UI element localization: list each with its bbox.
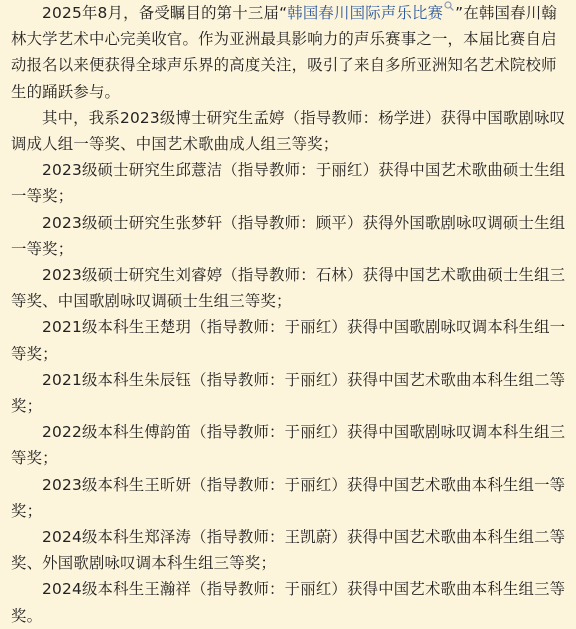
award-paragraph: 2024级本科生王瀚祥（指导教师：于丽红）获得中国艺术歌曲本科生组三等奖。 — [11, 580, 566, 625]
intro-text-after: 在韩国春川翰林大学艺术中心完美收官。作为亚洲最具影响力的声乐赛事之一，本届比赛自启动报名以来便获得全球声乐界的高度关注，吸引了来自多所亚洲知名艺术院校师生的踊跃参与。 — [11, 4, 557, 101]
search-icon[interactable] — [444, 1, 454, 11]
quote-close: ” — [455, 4, 464, 22]
award-paragraph: 2023级硕士研究生张梦轩（指导教师：顾平）获得外国歌剧咏叹调硕士生组一等奖； — [11, 213, 566, 258]
award-paragraph: 其中，我系2023级博士研究生孟婷（指导教师：杨学进）获得中国歌剧咏叹调成人组一等奖、中国艺术歌曲成人组三等奖； — [11, 108, 566, 154]
competition-link[interactable]: 韩国春川国际声乐比赛 — [287, 4, 444, 22]
award-paragraph: 2023级硕士研究生邱薏洁（指导教师：于丽红）获得中国艺术歌曲硕士生组一等奖； — [11, 161, 566, 206]
award-paragraph: 2023级本科生王昕妍（指导教师：于丽红）获得中国艺术歌曲本科生组一等奖； — [11, 475, 566, 520]
award-paragraph: 2021级本科生王楚玥（指导教师：于丽红）获得中国歌剧咏叹调本科生组一等奖； — [11, 318, 566, 363]
award-paragraph: 2022级本科生傅韵笛（指导教师：于丽红）获得中国歌剧咏叹调本科生组三等奖； — [11, 423, 566, 468]
award-paragraph: 2023级硕士研究生刘睿婷（指导教师：石林）获得中国艺术歌曲硕士生组三等奖、中国歌剧咏叹调硕士生组三等奖； — [11, 266, 566, 311]
award-paragraph: 2021级本科生朱辰钰（指导教师：于丽红）获得中国艺术歌曲本科生组二等奖； — [11, 370, 566, 416]
intro-paragraph — [11, 0, 570, 105]
award-paragraph: 2024级本科生郑泽涛（指导教师：王凯蔚）获得中国艺术歌曲本科生组二等奖、外国歌剧咏叹调本科生组三等奖； — [11, 528, 566, 573]
intro-text-before: 2025年8月，备受瞩目的第十三届 — [42, 4, 280, 22]
quote-open: “ — [279, 4, 288, 22]
